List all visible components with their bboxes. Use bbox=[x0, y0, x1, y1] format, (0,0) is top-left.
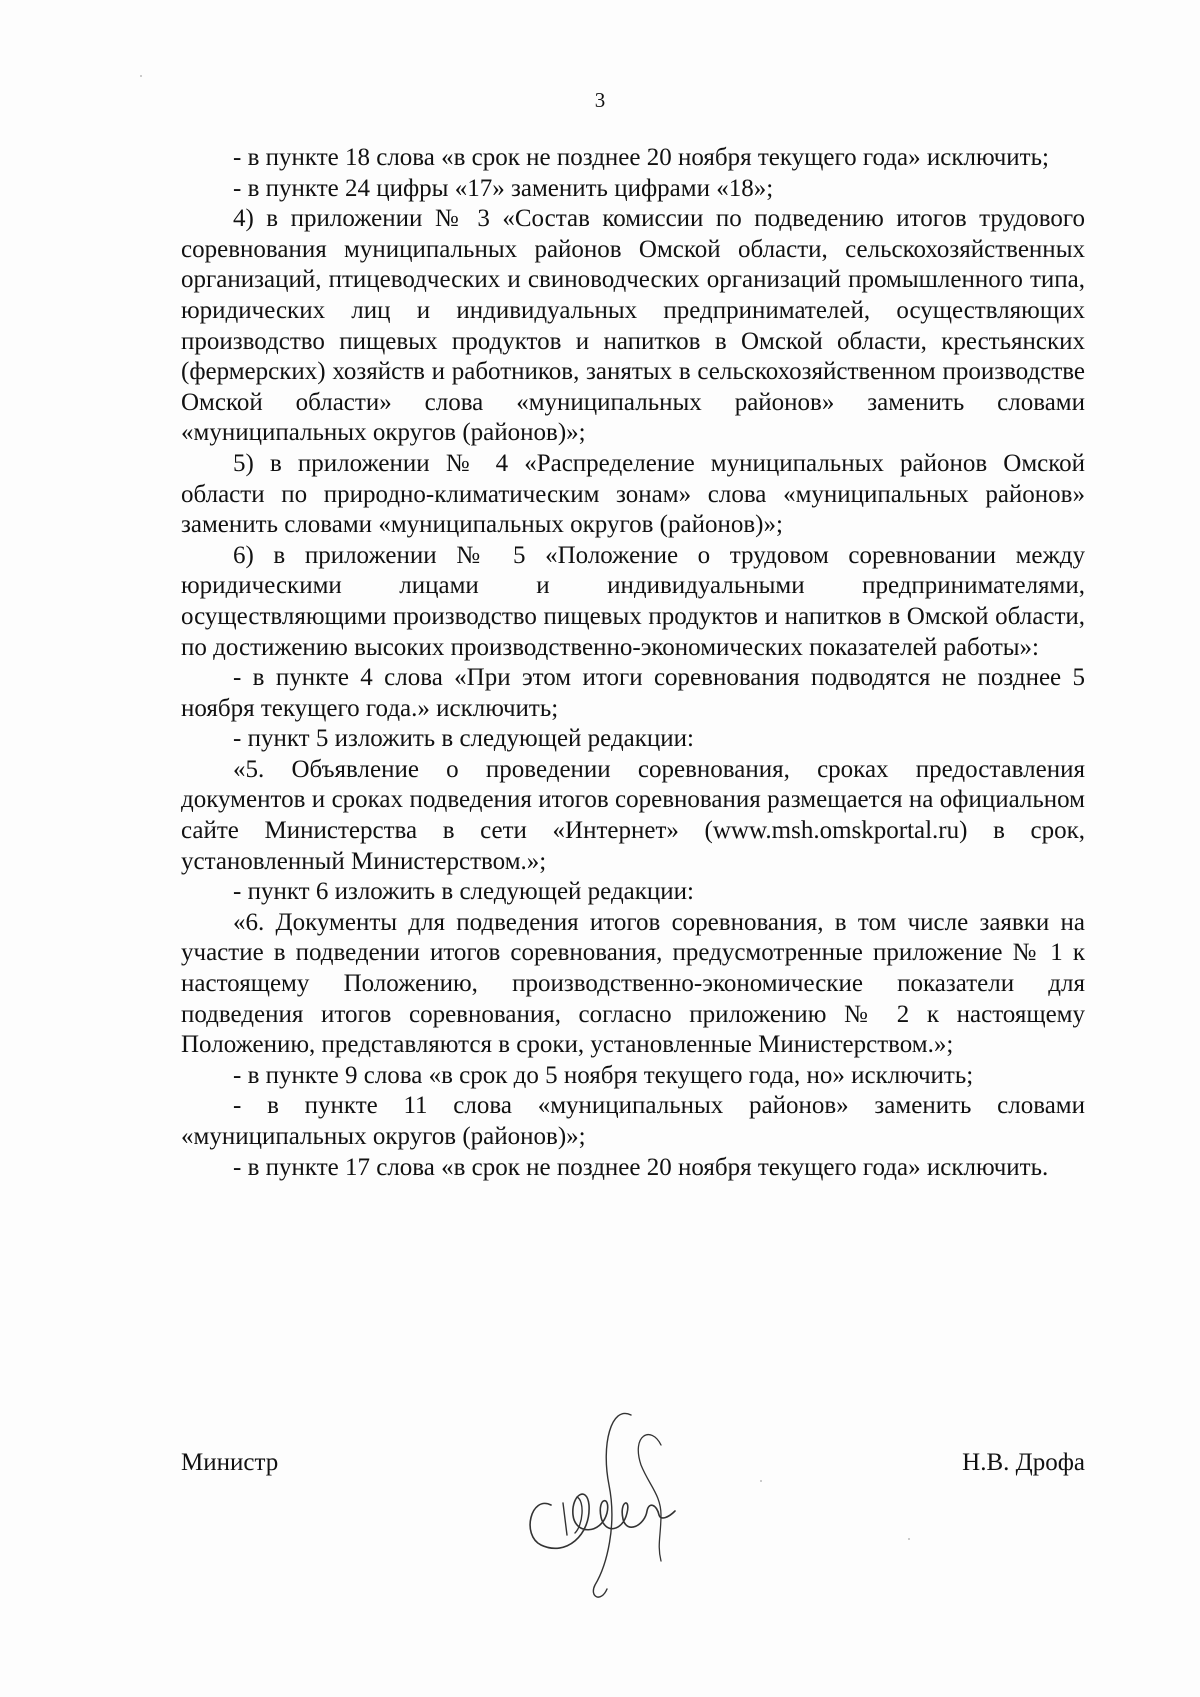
document-body bbox=[181, 143, 1085, 1183]
paragraph-4: 5) в приложении № 4 «Распределение муниципальных районов Омской области по природно-климатическим зонам» слова «муниципальных районов» заменить словами «муниципальных округов (районов)»; bbox=[181, 449, 1085, 539]
paragraph-8: «5. Объявление о проведении соревнования, сроках предоставления документов и сроках подведения итогов соревнования размещается на официальном сайте Министерства в сети «Интернет» (www.msh.omskportal.ru) в срок, установленный Министерством.»; bbox=[181, 755, 1085, 875]
paragraph-12: - в пункте 11 слова «муниципальных районов» заменить словами «муниципальных округов (районов)»; bbox=[181, 1092, 1085, 1150]
paragraph-2: - в пункте 24 цифры «17» заменить цифрами «18»; bbox=[233, 174, 774, 202]
paragraph-5: 6) в приложении № 5 «Положение о трудовом соревновании между юридическими лицами и индивидуальными предпринимателями, осуществляющими производство пищевых продуктов и напитков в Омской области, по достижению высоких производственно-экономических показателей работы»: bbox=[181, 541, 1085, 661]
handwritten-signature bbox=[511, 1385, 711, 1615]
paragraph-1: - в пункте 18 слова «в срок не позднее 20 ноября текущего года» исключить; bbox=[233, 144, 1049, 171]
signature-block bbox=[181, 1425, 1085, 1635]
page-number: 3 bbox=[594, 88, 606, 112]
paragraph-7: - пункт 5 изложить в следующей редакции: bbox=[233, 725, 694, 753]
paragraph-13: - в пункте 17 слова «в срок не позднее 20 ноября текущего года» исключить. bbox=[233, 1153, 1049, 1181]
scan-speck bbox=[908, 1538, 910, 1540]
paragraph-10: «6. Документы для подведения итогов соревнования, в том числе заявки на участие в подведении итогов соревнования, предусмотренные приложение № 1 к настоящему Положению, производственно-экономические показатели для подведения итогов соревнования, согласно приложению № 2 к настоящему Положению, представляются в сроки, установленные Министерством.»; bbox=[181, 908, 1085, 1059]
paragraph-11: - в пункте 9 слова «в срок до 5 ноября текущего года, но» исключить; bbox=[233, 1061, 974, 1089]
paragraph-9: - пункт 6 изложить в следующей редакции: bbox=[233, 878, 694, 906]
signatory-title: Министр bbox=[181, 1449, 279, 1476]
paragraph-6: - в пункте 4 слова «При этом итоги соревнования подводятся не позднее 5 ноября текущего года.» исключить; bbox=[181, 664, 1085, 722]
paragraph-3: 4) в приложении № 3 «Состав комиссии по подведению итогов трудового соревнования муниципальных районов Омской области, сельскохозяйственных организаций, птицеводческих и свиноводческих организаций промышленного типа, юридических лиц и индивидуальных предпринимателей, осуществляющих производство пищевых продуктов и напитков в Омской области, крестьянских (фермерских) хозяйств и работников, занятых в сельскохозяйственном производстве Омской области» слова «муниципальных районов» заменить словами «муниципальных округов (районов)»; bbox=[181, 205, 1085, 447]
scan-speck bbox=[760, 1480, 762, 1482]
scan-speck bbox=[140, 75, 142, 77]
signatory-name: Н.В. Дрофа bbox=[962, 1449, 1085, 1476]
